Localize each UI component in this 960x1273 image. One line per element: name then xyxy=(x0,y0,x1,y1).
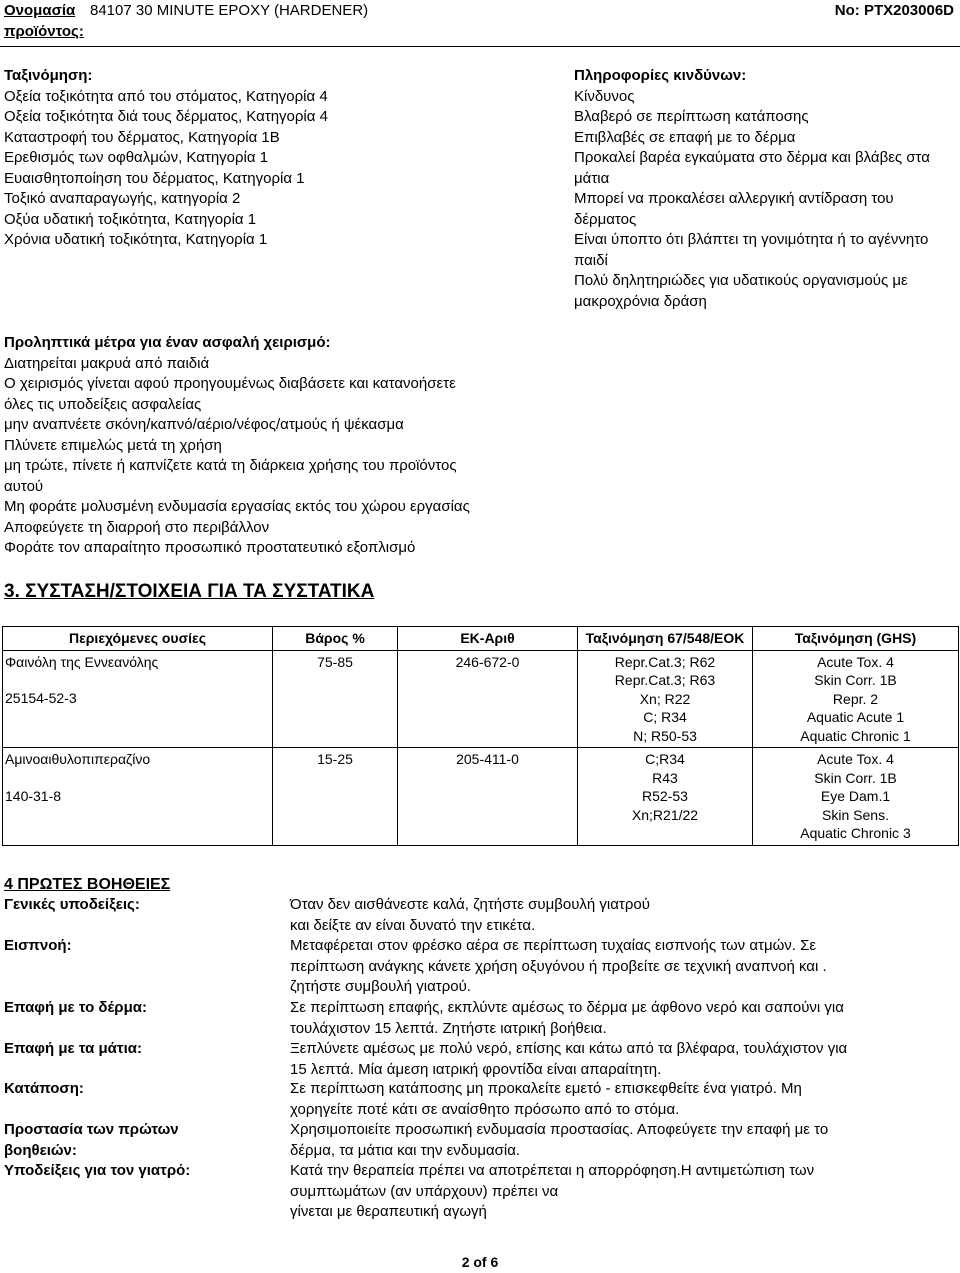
section-3-title: 3. ΣΥΣΤΑΣΗ/ΣΤΟΙΧΕΙΑ ΓΙΑ ΤΑ ΣΥΣΤΑΤΙΚΑ xyxy=(4,581,375,602)
first-aid-label-inhalation: Εισπνοή: xyxy=(4,937,72,954)
eec-classification-cell: Repr.Cat.3; R62 Repr.Cat.3; R63 Xn; R22 C; R34 N; R50-53 xyxy=(578,650,753,748)
classification-item: Οξεία τοξικότητα από του στόματος, Κατηγορία 4 xyxy=(4,87,328,105)
classification-item: Οξύα υδατική τοξικότητα, Κατηγορία 1 xyxy=(4,210,257,228)
classification-item: Καταστροφή του δέρματος, Κατηγορία 1B xyxy=(4,128,280,146)
substance-cell xyxy=(3,650,273,748)
document-number: No: PTX203006D xyxy=(834,2,954,19)
precaution-line: Αποφεύγετε τη διαρροή στο περιβάλλον xyxy=(4,518,270,536)
hazard-item: Μπορεί να προκαλέσει αλλεργική αντίδραση του δέρματος xyxy=(574,190,894,228)
classification-item: Τοξικό αναπαραγωγής, κατηγορία 2 xyxy=(4,190,241,207)
first-aid-text-protection: Χρησιμοποιείτε προσωπική ενδυμασία προστασίας. Αποφεύγετε την επαφή με το δέρμα, τα μάτια και την ενδυμασία. xyxy=(290,1121,829,1159)
eec-classification-cell: C;R34 R43 R52-53 Xn;R21/22 xyxy=(578,748,753,846)
precaution-line: Διατηρείται μακρυά από παιδιά xyxy=(4,354,210,372)
cas-number: 140-31-8 xyxy=(5,787,62,804)
hazard-item: Πολύ δηλητηριώδες για υδατικούς οργανισμούς με μακροχρόνια δράση xyxy=(574,272,908,310)
precaution-line: μη τρώτε, πίνετε ή καπνίζετε κατά τη διάρκεια χρήσης του προϊόντος xyxy=(4,457,457,474)
first-aid-text-inhalation: Μεταφέρεται στον φρέσκο αέρα σε περίπτωση τυχαίας εισπνοής των ατμών. Σε περίπτωση ανάγκης κάνετε χρήση οξυγόνου ή προβείτε σε τεχνική αναπνοή και . ζητήστε συμβουλή γιατρού. xyxy=(290,937,827,995)
column-header: ΕΚ-Αριθ xyxy=(398,627,578,651)
first-aid-label-eyes: Επαφή με τα μάτια: xyxy=(4,1040,142,1057)
first-aid-label-ingestion: Κατάποση: xyxy=(4,1080,84,1097)
page-number: 2 of 6 xyxy=(461,1254,499,1270)
table-row xyxy=(3,650,959,748)
product-name-label: Ονομασία προϊόντος: xyxy=(4,2,84,40)
precaution-line: μην αναπνέετε σκόνη/καπνό/αέριο/νέφος/ατμούς ή ψέκασμα xyxy=(4,416,404,433)
table-header-row xyxy=(3,627,959,651)
classification-item: Ερεθισμός των οφθαλμών, Κατηγορία 1 xyxy=(4,149,269,166)
precaution-line: Φοράτε τον απαραίτητο προσωπικό προστατευτικό εξοπλισμό xyxy=(4,539,416,556)
precautions-block xyxy=(4,333,944,559)
ghs-classification-cell: Acute Tox. 4 Skin Corr. 1B Repr. 2 Aquatic Acute 1 Aquatic Chronic 1 xyxy=(753,650,959,748)
composition-table xyxy=(2,626,959,846)
classification-item: Ευαισθητοποίηση του δέρματος, Κατηγορία 1 xyxy=(4,169,305,187)
product-name-value: 84107 30 MINUTE EPOXY (HARDENER) xyxy=(90,2,369,19)
first-aid-label-protection: Προστασία των πρώτων βοηθειών: xyxy=(4,1121,179,1159)
ec-number-cell: 246-672-0 xyxy=(398,650,578,748)
section-4-title: 4 ΠΡΩΤΕΣ ΒΟΗΘΕΙΕΣ xyxy=(4,876,171,893)
column-header: Βάρος % xyxy=(273,627,398,651)
cas-number: 25154-52-3 xyxy=(5,690,77,706)
ec-number-cell: 205-411-0 xyxy=(398,748,578,846)
header-divider xyxy=(0,46,960,47)
hazard-information-block xyxy=(574,66,954,312)
substance-cell xyxy=(3,748,273,846)
substance-name: Φαινόλη της Εννεανόλης xyxy=(5,653,159,670)
first-aid-label-physician: Υποδείξεις για τον γιατρό: xyxy=(4,1162,191,1179)
weight-cell: 15-25 xyxy=(273,748,398,846)
precaution-line: Ο χειρισμός γίνεται αφού προηγουμένως διαβάσετε και κατανοήσετε xyxy=(4,375,456,392)
first-aid-text-ingestion: Σε περίπτωση κατάποσης μη προκαλείτε εμετό - επισκεφθείτε ένα γιατρό. Μη χορηγείτε ποτέ κάτι σε αναίσθητο πρόσωπο από το στόμα. xyxy=(290,1080,802,1118)
precaution-line: Πλύνετε επιμελώς μετά τη χρήση xyxy=(4,436,222,454)
classification-item: Χρόνια υδατική τοξικότητα, Κατηγορία 1 xyxy=(4,231,268,248)
first-aid-label-skin: Επαφή με το δέρμα: xyxy=(4,999,147,1016)
classification-title: Ταξινόμηση: xyxy=(4,67,93,84)
first-aid-label-general: Γενικές υποδείξεις: xyxy=(4,896,140,913)
precautions-title: Προληπτικά μέτρα για έναν ασφαλή χειρισμό: xyxy=(4,334,331,351)
column-header: Ταξινόμηση (GHS) xyxy=(753,627,959,651)
first-aid-text-general: Όταν δεν αισθάνεστε καλά, ζητήστε συμβουλή γιατρού και δείξτε αν είναι δυνατό την ετικέτα. xyxy=(290,896,650,934)
hazard-item: Προκαλεί βαρέα εγκαύματα στο δέρμα και βλάβες στα μάτια xyxy=(574,149,930,187)
first-aid-text-skin: Σε περίπτωση επαφής, εκπλύντε αμέσως το δέρμα με άφθονο νερό και σαπούνι για τουλάχιστον 15 λεπτά. Ζητήστε ιατρική βοήθεια. xyxy=(290,999,844,1037)
first-aid-text-eyes: Ξεπλύνετε αμέσως με πολύ νερό, επίσης και κάτω από τα βλέφαρα, τουλάχιστον για 15 λεπτά. Μία άμεση ιατρική φροντίδα είναι απαραίτητη. xyxy=(290,1040,848,1078)
hazard-item: Κίνδυνος xyxy=(574,87,635,105)
hazard-item: Είναι ύποπτο ότι βλάπτει τη γονιμότητα ή το αγέννητο παιδί xyxy=(574,231,929,269)
substance-name: Αμινοαιθυλοπιπεραζίνο xyxy=(5,751,151,767)
column-header: Ταξινόμηση 67/548/ΕΟΚ xyxy=(578,627,753,651)
precaution-line: Μη φοράτε μολυσμένη ενδυμασία εργασίας εκτός του χώρου εργασίας xyxy=(4,498,470,515)
weight-cell: 75-85 xyxy=(273,650,398,748)
ghs-classification-cell: Acute Tox. 4 Skin Corr. 1B Eye Dam.1 Skin Sens. Aquatic Chronic 3 xyxy=(753,748,959,846)
precaution-line: αυτού xyxy=(4,477,44,495)
precaution-line: όλες τις υποδείξεις ασφαλείας xyxy=(4,395,202,413)
hazard-item: Επιβλαβές σε επαφή με το δέρμα xyxy=(574,128,796,146)
classification-block xyxy=(4,66,564,251)
hazard-item: Βλαβερό σε περίπτωση κατάποσης xyxy=(574,108,809,125)
first-aid-text-physician: Κατά την θεραπεία πρέπει να αποτρέπεται η απορρόφηση.Η αντιμετώπιση των συμπτωμάτων (αν υπάρχουν) πρέπει να γίνεται με θεραπευτική αγωγή xyxy=(290,1162,815,1220)
table-row xyxy=(3,748,959,846)
classification-item: Οξεία τοξικότητα διά τους δέρματος, Κατηγορία 4 xyxy=(4,108,328,125)
column-header: Περιεχόμενες ουσίες xyxy=(3,627,273,651)
hazard-information-title: Πληροφορίες κινδύνων: xyxy=(574,67,747,84)
